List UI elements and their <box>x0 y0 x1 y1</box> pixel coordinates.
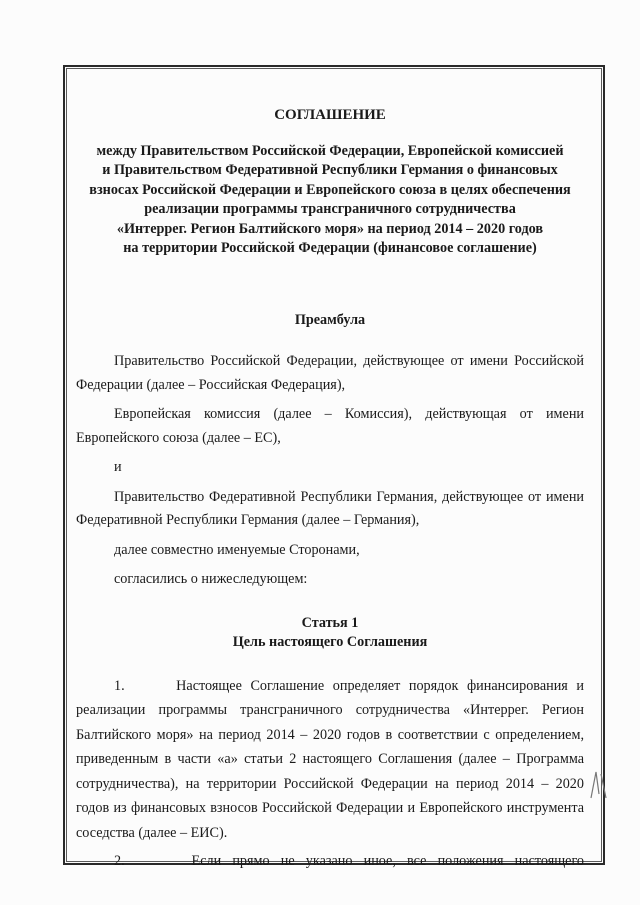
document-title: СОГЛАШЕНИЕ <box>274 107 386 123</box>
article-item <box>76 674 584 846</box>
subtitle-line: на территории Российской Федерации (финансовое соглашение) <box>123 240 537 256</box>
subtitle-line: взносах Российской Федерации и Европейского союза в целях обеспечения <box>89 181 571 198</box>
preamble-paragraph: далее совместно именуемые Сторонами, <box>114 541 360 558</box>
item-number: 1. <box>114 677 125 694</box>
article-name: Цель настоящего Соглашения <box>232 633 428 650</box>
preamble-paragraph: Европейская комиссия (далее – Комиссия), действующая от имени Европейского союза (далее – ЕС), <box>76 406 584 446</box>
preamble-heading: Преамбула <box>294 311 366 328</box>
item-text: Если прямо не указано иное, все положения настоящего <box>191 853 585 869</box>
subtitle-line: «Интеррег. Регион Балтийского моря» на период 2014 – 2020 годов <box>116 220 544 237</box>
document-subtitle <box>76 142 584 259</box>
preamble-paragraph: согласились о нижеследующем: <box>114 571 308 587</box>
subtitle-line: между Правительством Российской Федерации, Европейской комиссией <box>96 142 564 159</box>
preamble-paragraph: и <box>114 459 122 475</box>
article-item <box>76 849 584 874</box>
subtitle-line: реализации программы трансграничного сотрудничества <box>144 201 516 217</box>
item-number: 2. <box>114 853 125 869</box>
preamble-paragraph: Правительство Федеративной Республики Германия, действующее от имени Федеративной Республики Германия (далее – Германия), <box>76 488 584 528</box>
article-heading: Статья 1 <box>301 614 359 631</box>
item-text: Настоящее Соглашение определяет порядок финансирования и реализации программы трансграничного сотрудничества «Интеррег. Регион Балтийского моря» на период 2014 – 2020 годов в соответствии с определением, приведенным в части «а» статьи 2 настоящего Соглашения (далее – Программа сотрудничества), на территории Российской Федерации на период 2014 – 2020 годов из финансовых взносов Российской Федерации и Европейского инструмента соседства (далее – ЕИС). <box>76 677 585 841</box>
preamble-paragraph: Правительство Российской Федерации, действующее от имени Российской Федерации (далее – Российская Федерация), <box>76 353 584 393</box>
handwritten-margin-mark <box>588 768 610 802</box>
document-body <box>76 70 584 878</box>
subtitle-line: и Правительством Федеративной Республики Германия о финансовых <box>102 162 558 178</box>
